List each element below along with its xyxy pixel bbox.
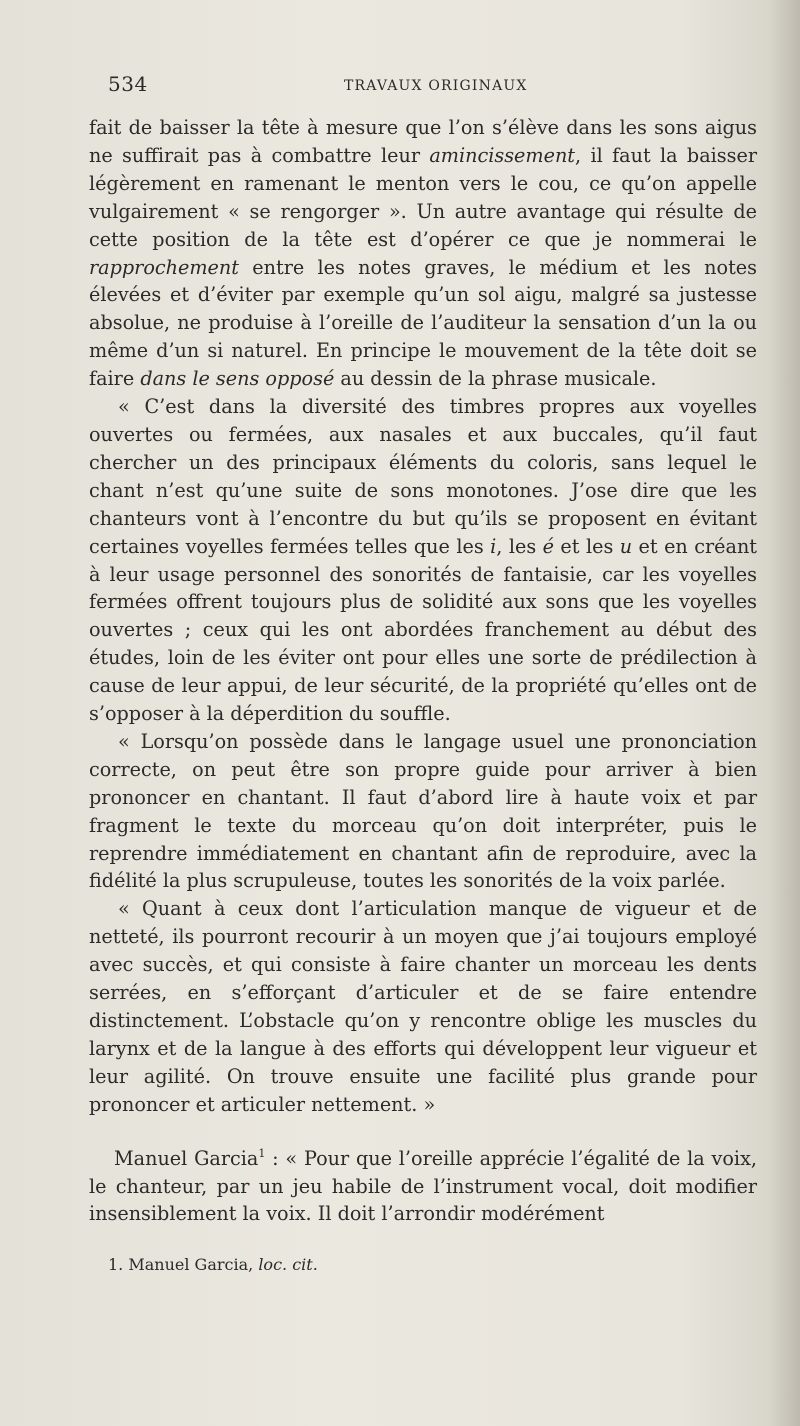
page-header (108, 72, 758, 100)
paragraph-3: « Lorsqu’on possède dans le langage usuel une prononciation correcte, on peut être son propre guide pour arriver à bien prononcer en chantant. Il faut d’abord lire à haute voix et par fragment le texte du morceau qu’on doit interpréter, puis le reprendre immédiatement en chantant afin de reproduire, avec la fidélité la plus scrupuleuse, toutes les sonorités de la voix parlée. (89, 729, 757, 893)
italic-run: rapprochement (89, 255, 239, 279)
italic-run: i (490, 534, 497, 558)
footnote (108, 1254, 748, 1276)
paragraph-2 (89, 393, 757, 728)
text-run: , les (496, 534, 543, 558)
paragraph-1 (89, 114, 757, 393)
text-run: au dessin de la phrase musicale. (334, 367, 657, 391)
paragraph-4: « Quant à ceux dont l’articulation manque de vigueur et de netteté, ils pourront recourir à un moyen que j’ai toujours employé avec succès, et qui consiste à faire chanter un morceau les dents serrées, en s’efforçant d’articuler et de se faire entendre distinctement. L’obstacle qu’on y rencontre oblige les muscles du larynx et de la langue à des efforts qui développent leur vigueur et leur agilité. On trouve ensuite une facilité plus grande pour prononcer et articuler nettement. » (89, 897, 757, 1116)
text-run: fait de baisser la tête à mesure que l’on s’élève dans les sons aigus ne suffirait pas à combattre leur (89, 116, 757, 167)
text-run: entre les notes graves, le médium et les notes élevées et d’éviter par exemple qu’un sol aigu, malgré sa justesse absolue, ne produise à l’oreille de l’auditeur la sensation d’un la ou même d’un si naturel. En principe le mouvement de la tête doit se faire (89, 255, 757, 391)
text-run: Manuel Garcia (114, 1146, 259, 1170)
text-run: et en créant à leur usage personnel des sonorités de fantaisie, car les voyelles fermées offrent toujours plus de solidité aux sons que les voyelles ouvertes ; ceux qui les ont abordées franchement au début des études, loin de les éviter ont pour elles une sorte de prédilection à cause de leur appui, de leur sécurité, de la propriété qu’elles ont de s’opposer à la déperdition du souffle. (89, 534, 758, 726)
text-run: : « Pour que l’oreille apprécie l’égalité de la voix, le chanteur, par un jeu habile de l’instrument vocal, doit modifier insensiblement la voix. Il doit l’arrondir modérément (89, 1146, 757, 1226)
footnote-marker[interactable]: 1 (258, 1146, 266, 1160)
text-run: et les (553, 534, 620, 558)
text-run: « C’est dans la diversité des timbres propres aux voyelles ouvertes ou fermées, aux nasales et aux buccales, qu’il faut chercher un des principaux éléments du coloris, sans lequel le chant n’est qu’une suite de sons monotones. J’ose dire que les chanteurs vont à l’encontre du but qu’ils se proposent en évitant certaines voyelles fermées telles que les (89, 395, 757, 558)
page-number: 534 (108, 72, 148, 96)
italic-run: amincissement (429, 143, 576, 167)
body-text (89, 114, 757, 1228)
running-head: TRAVAUX ORIGINAUX (344, 78, 528, 94)
paragraph-5 (89, 1145, 757, 1229)
text-run: , il faut la baisser légèrement en ramenant le menton vers le cou, ce qu’on appelle vulgairement « se rengorger ». Un autre avantage qui résulte de cette position de la tête est d’opérer ce que je nommerai le (89, 143, 757, 251)
italic-run: dans le sens opposé (140, 367, 335, 391)
footnote-text: 1. Manuel Garcia, (108, 1255, 259, 1274)
italic-run: u (619, 534, 633, 558)
footnote-citation: loc. cit. (258, 1255, 318, 1274)
italic-run: é (542, 534, 554, 558)
